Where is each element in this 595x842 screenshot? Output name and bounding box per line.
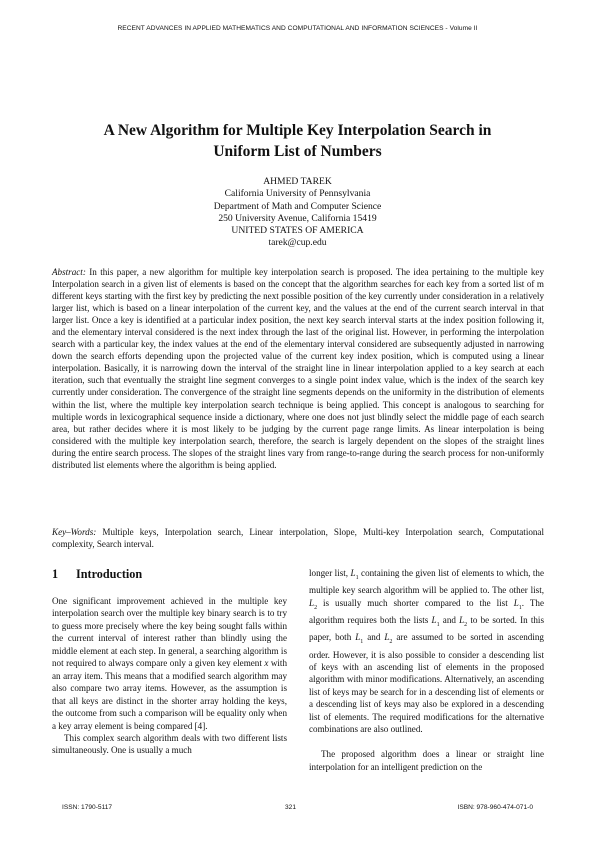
subscript: 1 bbox=[436, 621, 440, 628]
page-footer bbox=[0, 804, 595, 814]
math-variable: L bbox=[459, 614, 465, 625]
text-run: One significant improvement achieved in the multiple key interpolation search over the multiple key binary search is to try to guess more precisely where the key being sought falls within the current interval of interest rather than blindly using the middle element at each step. In general, a searching algorithm is not required to always compare only a given key element bbox=[52, 596, 287, 669]
subscript: 1 bbox=[360, 639, 364, 646]
text-run: and bbox=[363, 632, 385, 643]
author-name: AHMED TAREK bbox=[263, 176, 332, 187]
text-run: are assumed to be sorted in ascending order. However, it is also possible to consider a descending list of keys with an ascending list of elements in the proposed algorithm with minor modifications. Alternatively, an ascending list of keys may be search for in a descending list of elements or a descending list of keys may also be explored in a descending list of elements. The required modifications for the alternative combinations are also outlined. bbox=[309, 632, 544, 735]
address: 250 University Avenue, California 15419 bbox=[218, 212, 377, 224]
keywords-text: Multiple keys, Interpolation search, Linear interpolation, Slope, Multi-key Interpolation search, Computational complexity, Search interval. bbox=[52, 527, 544, 550]
math-variable: L bbox=[309, 597, 315, 608]
running-header: RECENT ADVANCES IN APPLIED MATHEMATICS AND COMPUTATIONAL AND INFORMATION SCIENCES - Volume II bbox=[117, 25, 478, 32]
keywords-label: Key–Words: bbox=[52, 527, 97, 537]
subscript: 1 bbox=[355, 574, 359, 581]
section-title: Introduction bbox=[76, 567, 143, 581]
section-heading bbox=[52, 567, 287, 582]
left-column bbox=[52, 567, 287, 757]
subscript: 2 bbox=[389, 639, 393, 646]
paragraph-gap bbox=[309, 736, 544, 749]
abstract-label: Abstract: bbox=[52, 267, 86, 277]
paragraph bbox=[52, 595, 287, 732]
paragraph bbox=[309, 567, 544, 736]
text-run: and bbox=[439, 614, 460, 625]
subscript: 2 bbox=[314, 604, 318, 611]
math-variable: L bbox=[384, 632, 390, 643]
math-variable: L bbox=[431, 614, 437, 625]
subscript: 1 bbox=[518, 604, 522, 611]
paper-title bbox=[60, 120, 535, 162]
abstract bbox=[52, 266, 544, 471]
affiliation: California University of Pennsylvania bbox=[224, 188, 371, 200]
text-run: with an array item. This means that a modified search algorithm may also compare two array items. However, as the assumption is that all keys are distinct in the shorter array holding the keys, the outcome from such a comparison will be equality only when a key array element is being compared [4]. bbox=[52, 658, 287, 731]
page-number: 321 bbox=[285, 804, 297, 811]
math-variable: x bbox=[264, 658, 269, 669]
email: tarek@cup.edu bbox=[268, 237, 327, 249]
text-run: . The algorithm requires both the lists bbox=[309, 597, 544, 625]
country: UNITED STATES OF AMERICA bbox=[231, 225, 364, 237]
paragraph: The proposed algorithm does a linear or straight line interpolation for an intelligent prediction on the bbox=[309, 749, 544, 772]
text-run: to be sorted. In this paper, both bbox=[309, 614, 544, 643]
title-line: Uniform List of Numbers bbox=[213, 143, 382, 160]
isbn: ISBN: 978-960-474-071-0 bbox=[457, 804, 533, 811]
subscript: 2 bbox=[464, 621, 468, 628]
text-run: is usually much shorter compared to the list bbox=[317, 597, 514, 608]
text-run: longer list, bbox=[309, 568, 351, 578]
department: Department of Math and Computer Science bbox=[213, 200, 382, 212]
section-number: 1 bbox=[52, 567, 59, 581]
right-column bbox=[309, 567, 544, 773]
paragraph: This complex search algorithm deals with two different lists simultaneously. One is usually a much bbox=[52, 732, 287, 756]
abstract-text: In this paper, a new algorithm for multiple key interpolation search is proposed. The idea pertaining to the multiple key Interpolation search in a given list of elements is based on the concept that the algorithm searches for each key from a sorted list of m different keys starting with the first key by predicting the next possible position of the key currently under consideration in a relatively larger list, which is based on a linear interpolation of the current key, and the values at the end of the current search interval in that larger list. Once a key is identified at a particular index position, the next key search interval starts at the index position following it, and the elementary interval considered is the next index through the last of the original list. However, in performing the interpolation search with a particular key, the index values at the end of the elementary interval considered are subsequently adjusted in narrowing down the search efforts depending upon the projected value of the current key index position, which is computed using a linear interpolation. Basically, it is narrowing down the interval of the straight line in linear interpolation applied to a key search at each iteration, such that eventually the straight line segment converges to a single point index value, which is the index of the search key currently under consideration. The convergence of the straight line segments depends on the uniformity in the distribution of elements within the list, where the multiple key interpolation search technique is being applied. This concept is analogous to searching for multiple words in lexicographical sequence inside a dictionary, where one does not just blindly select the middle page of each search area, but rather decides where it is most likely to be judging by the current page range limits. As linear interpolation is being considered with the multiple key interpolation search, therefore, the search is largely dependent on the slopes of the straight lines during the entire search process. The slopes of the straight lines vary from range-to-range during the search process for non-uniformly distributed list elements where the algorithm is being applied. bbox=[52, 267, 544, 470]
math-variable: L bbox=[355, 632, 361, 643]
title-line: A New Algorithm for Multiple Key Interpolation Search in bbox=[103, 122, 492, 139]
math-variable: L bbox=[513, 597, 519, 608]
issn: ISSN: 1790-5117 bbox=[62, 804, 113, 811]
text-run: containing the given list of elements to which, the multiple key search algorithm will be applied to. The other list, bbox=[309, 568, 545, 596]
author-block bbox=[60, 176, 535, 250]
keywords bbox=[52, 526, 544, 550]
math-variable: L bbox=[350, 568, 356, 578]
